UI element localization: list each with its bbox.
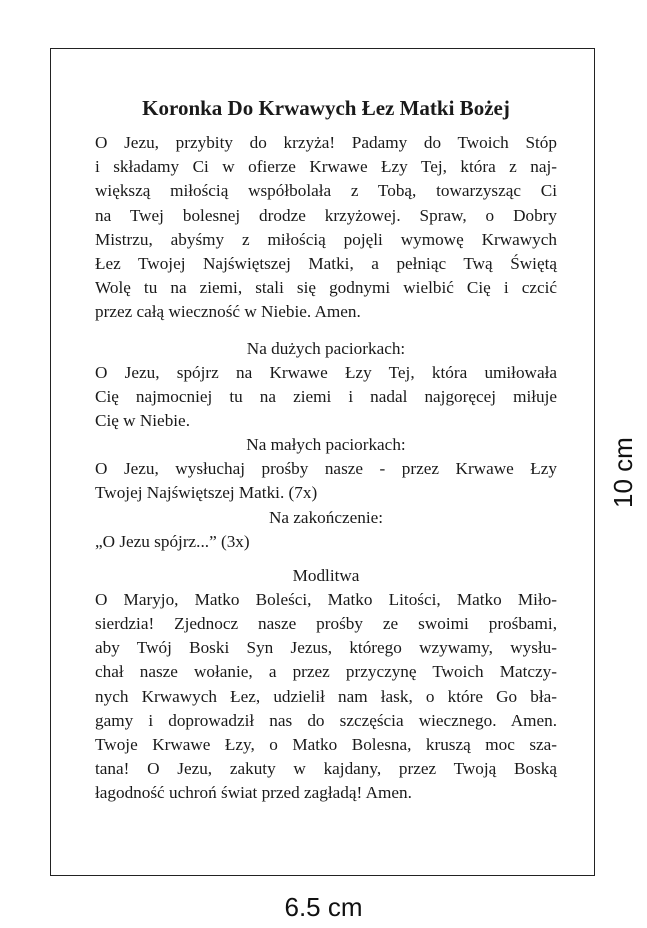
ending-heading: Na zakończenie: [268, 507, 384, 527]
text-line: i składamy Ci w ofierze Krwawe Łzy Tej, która z naj- [95, 157, 557, 177]
text-line: Cię w Niebie. [95, 411, 190, 431]
text-line: na Twej bolesnej drodze krzyżowej. Spraw, o Dobry [95, 205, 557, 225]
card-content [95, 95, 557, 806]
text-line: przez całą wieczność w Niebie. Amen. [95, 302, 361, 322]
large-beads-heading: Na dużych paciorkach: [246, 338, 406, 358]
prayer-paragraph [95, 588, 557, 806]
text-line: Twojej Najświętszej Matki. (7x) [95, 483, 318, 503]
small-beads-paragraph [95, 457, 557, 505]
prayer-card [50, 48, 595, 876]
text-line: chał nasze wołanie, a przez przyczynę Twoich Matczy- [95, 662, 557, 682]
ending-paragraph [95, 530, 557, 554]
text-line: Twoje Krwawe Łzy, o Matko Bolesna, kruszą moc sza- [95, 735, 557, 755]
text-line: O Jezu, spójrz na Krwawe Łzy Tej, która umiłowała [95, 362, 557, 382]
prayer-heading: Modlitwa [292, 565, 360, 585]
text-line: Mistrzu, abyśmy z miłością pojęli wymowę Krwawych [95, 229, 557, 249]
text-line: Cię najmocniej tu na ziemi i nadal najgoręcej miłuje [95, 386, 557, 406]
text-line: O Maryjo, Matko Boleści, Matko Litości, Matko Miło- [95, 589, 557, 609]
text-line: „O Jezu spójrz...” (3x) [95, 531, 250, 551]
text-line: gamy i doprowadził nas do szczęścia wiecznego. Amen. [95, 710, 557, 730]
large-beads-paragraph [95, 361, 557, 434]
text-line: sierdzia! Zjednocz nasze prośby ze swoimi prośbami, [95, 614, 557, 634]
text-line: Wolę tu na ziemi, stali się godnymi wielbić Cię i czcić [95, 278, 557, 298]
text-line: nych Krwawych Łez, udzielił nam łask, o które Go bła- [95, 686, 557, 706]
card-title: Koronka Do Krwawych Łez Matki Bożej [142, 96, 510, 120]
text-line: większą miłością współbolała z Tobą, towarzysząc Ci [95, 181, 557, 201]
text-line: O Jezu, wysłuchaj prośby nasze - przez Krwawe Łzy [95, 459, 557, 479]
width-dimension-label: 6.5 cm [284, 892, 363, 922]
text-line: Łez Twojej Najświętszej Matki, a pełniąc Twą Świętą [95, 254, 557, 274]
text-line: łagodność uchroń świat przed zagładą! Amen. [95, 783, 412, 803]
text-line: aby Twój Boski Syn Jezus, którego wzywamy, wysłu- [95, 638, 557, 658]
text-line: O Jezu, przybity do krzyża! Padamy do Twoich Stóp [95, 133, 557, 152]
small-beads-heading: Na małych paciorkach: [246, 435, 406, 455]
intro-paragraph [95, 131, 557, 325]
height-dimension-label: 10 cm [608, 437, 638, 508]
text-line: tana! O Jezu, zakuty w kajdany, przez Twoją Boską [95, 759, 557, 779]
